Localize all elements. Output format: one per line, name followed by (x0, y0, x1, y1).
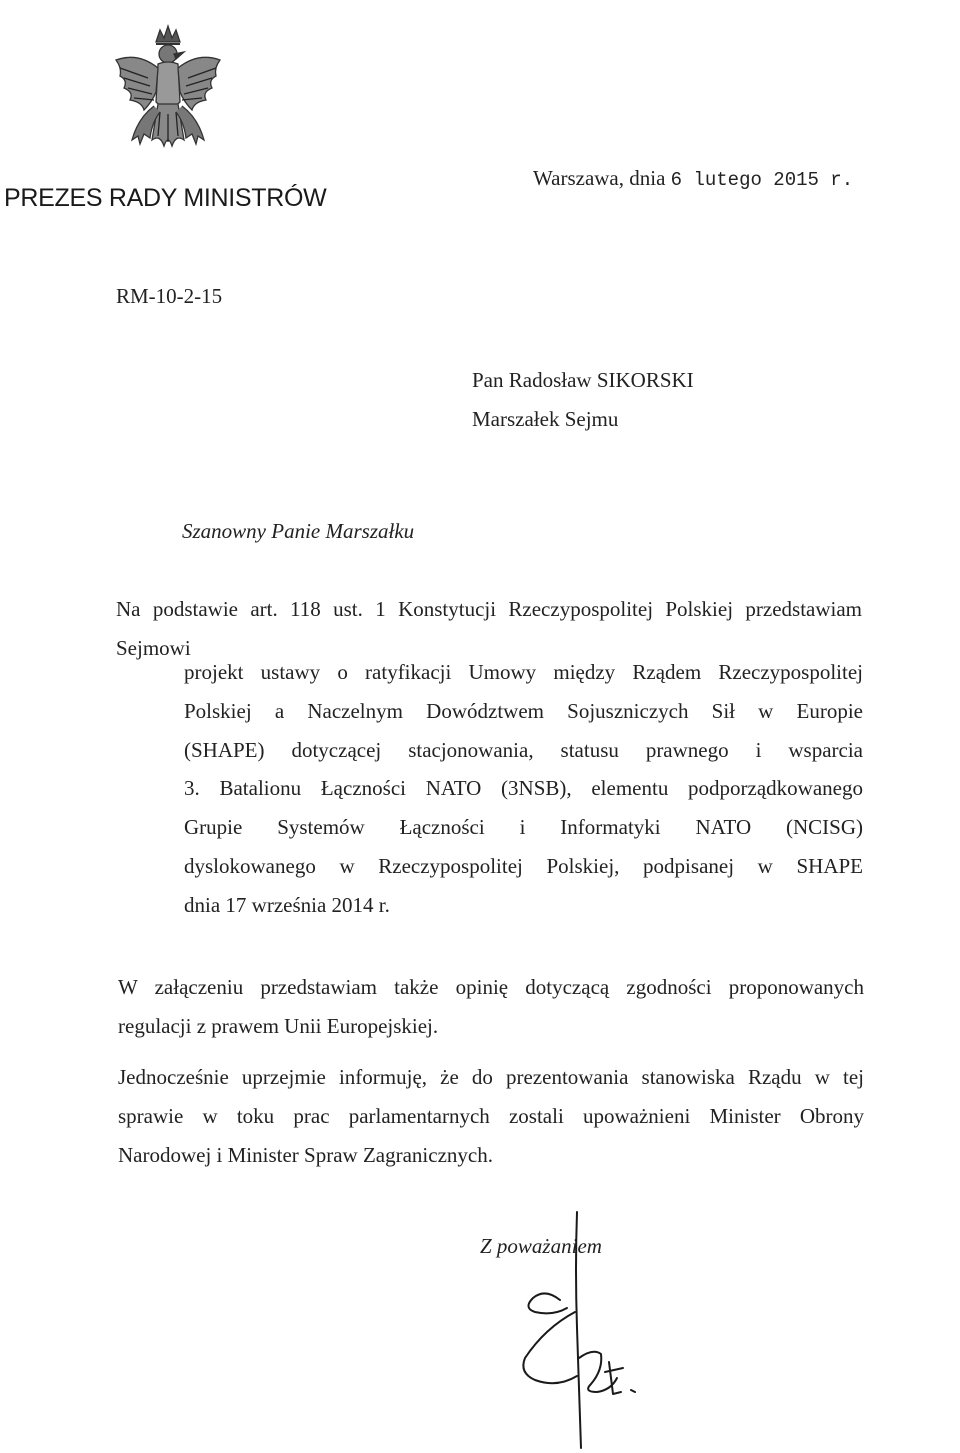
subject-paragraph (184, 653, 863, 925)
handwritten-signature (505, 1208, 655, 1453)
annex-line: W załączeniu przedstawiam także opinię dotyczącą zgodności proponowanych (118, 975, 864, 999)
recipient-role: Marszałek Sejmu (472, 407, 619, 431)
intro-line: Sejmowi (116, 635, 191, 660)
subject-line: (SHAPE) dotyczącej stacjonowania, statusu prawnego i wsparcia (184, 737, 863, 762)
letter-date (533, 166, 853, 191)
recipient-name: Pan Radosław SIKORSKI (472, 368, 694, 392)
info-line: Narodowej i Minister Spraw Zagranicznych. (118, 1142, 493, 1167)
polish-eagle-emblem-icon (108, 22, 228, 172)
date-value: 6 lutego 2015 r. (670, 169, 854, 191)
closing-phrase: Z poważaniem (480, 1234, 602, 1258)
subject-line: projekt ustawy o ratyfikacji Umowy między Rządem Rzeczypospolitej (184, 660, 863, 684)
date-prefix: Warszawa, dnia (533, 166, 666, 190)
info-line: sprawie w toku prac parlamentarnych zostali upoważnieni Minister Obrony (118, 1103, 864, 1128)
annex-paragraph (118, 968, 864, 1046)
annex-line: regulacji z prawem Unii Europejskiej. (118, 1013, 439, 1038)
intro-line: Na podstawie art. 118 ust. 1 Konstytucji Rzeczypospolitej Polskiej przedstawiam (116, 597, 862, 621)
info-line: Jednocześnie uprzejmie informuję, że do prezentowania stanowiska Rządu w tej (118, 1065, 864, 1089)
info-paragraph (118, 1058, 864, 1174)
subject-line: Grupie Systemów Łączności i Informatyki NATO (NCISG) (184, 815, 863, 840)
subject-line: Polskiej a Naczelnym Dowództwem Sojuszniczych Sił w Europie (184, 698, 863, 723)
subject-line: dnia 17 września 2014 r. (184, 892, 390, 917)
subject-line: 3. Batalionu Łączności NATO (3NSB), elementu podporządkowanego (184, 776, 863, 801)
reference-number: RM-10-2-15 (116, 284, 223, 308)
subject-line: dyslokowanego w Rzeczypospolitej Polskiej, podpisanej w SHAPE (184, 853, 863, 878)
salutation: Szanowny Panie Marszałku (182, 519, 415, 543)
office-title: PREZES RADY MINISTRÓW (4, 184, 327, 212)
